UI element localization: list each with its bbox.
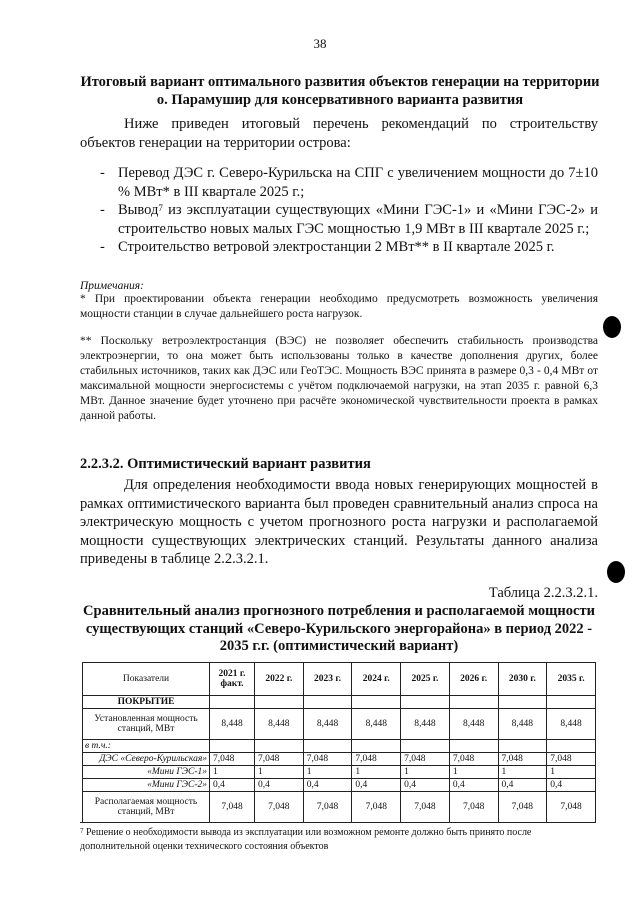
table-cell: 7,048 [303,753,352,766]
table-cell [401,740,450,753]
table-cell: 0,4 [547,779,596,792]
table-cell [449,740,498,753]
list-item [100,164,598,201]
subsection-title: 2.2.3.2. Оптимистический вариант развития [80,456,371,472]
note-1: * При проектировании объекта генерации необходимо предусмотреть возможность увеличения мощности станции в случае дальнейшего роста нагрузок. [80,293,598,320]
table-cell: 8,448 [498,709,547,740]
recommendation-3: Строительство ветровой электростанции 2 МВт** в II квартале 2025 г. [118,239,555,255]
table-cell: 1 [303,766,352,779]
table-cell [401,696,450,709]
table-cell [498,740,547,753]
table-cell: 8,448 [255,709,304,740]
table-cell [303,696,352,709]
table-cell: 7,048 [449,792,498,823]
table-row [83,792,596,823]
row-label: ДЭС «Северо-Курильская» [83,753,210,766]
table-cell: 7,048 [210,753,255,766]
table-cell [255,696,304,709]
table-cell: 8,448 [449,709,498,740]
list-dash: - [100,202,105,218]
table-cell [210,740,255,753]
recommendation-list [100,164,598,257]
column-header: 2022 г. [255,663,304,696]
table-row [83,779,596,792]
table-cell: 0,4 [303,779,352,792]
table-cell: 7,048 [547,792,596,823]
note-2: ** Поскольку ветроэлектростанция (ВЭС) не позволяет обеспечить стабильность производства электроэнергии, то она может быть использованы только в качестве дополнения других, более стабильных источников, таких как ДЭС или ГеоТЭС. Мощность ВЭС принята в размере 0,3 - 0,4 МВт от максимальной мощности энергосистемы с учётом подключаемой нагрузки, на этап 2035 г. равной 6,3 МВт. Данное значение будет уточнено при расчёте экономической чувствительности проекта в рамках данной работы. [80,335,598,422]
row-label: «Мини ГЭС-2» [83,779,210,792]
intro-text: Ниже приведен итоговый перечень рекомендаций по строительству объектов генерации на территории острова: [80,116,598,151]
binder-hole-mark [603,316,621,338]
table-cell: 8,448 [547,709,596,740]
table-cell: 8,448 [352,709,401,740]
notes-label: Примечания: [80,280,144,292]
table-cell [547,696,596,709]
column-header: 2023 г. [303,663,352,696]
row-label: Располагаемая мощность станций, МВт [83,792,210,823]
table-row [83,740,596,753]
table-cell: 1 [255,766,304,779]
table-cell: 7,048 [401,792,450,823]
table-cell: 7,048 [498,792,547,823]
row-label: в т.ч.: [83,740,210,753]
column-header: 2021 г. факт. [210,663,255,696]
table-cell: 7,048 [303,792,352,823]
table-cell: 7,048 [352,753,401,766]
table-cell [255,740,304,753]
table-cell: 0,4 [255,779,304,792]
list-item [100,201,598,238]
table-cell [210,696,255,709]
table-title: Сравнительный анализ прогнозного потребления и располагаемой мощности существующих станций «Северо-Курильского энергорайона» в период 2022 - 2035 г.г. (оптимистический вариант) [83,603,595,654]
subsection-text: Для определения необходимости ввода новых генерирующих мощностей в рамках оптимистического варианта был проведен сравнительный анализ спроса на электрическую мощность с учетом прогнозного роста нагрузки и располагаемой мощности существующих электрических станций. Результаты данного анализа приведены в таблице 2.2.3.2.1. [80,477,598,567]
footnote-marker: 7 [80,827,84,835]
table-cell: 1 [449,766,498,779]
row-label: ПОКРЫТИЕ [83,696,210,709]
footnote-separator [80,822,240,823]
table-row [83,709,596,740]
table-cell: 0,4 [401,779,450,792]
table-cell [449,696,498,709]
list-dash: - [100,239,105,255]
table-row [83,766,596,779]
recommendation-1: Перевод ДЭС г. Северо-Курильска на СПГ с увеличением мощности до 7±10 % МВт* в III квартале 2025 г.; [118,165,598,200]
table-cell: 0,4 [210,779,255,792]
column-header: 2030 г. [498,663,547,696]
table-number: Таблица 2.2.3.2.1. [488,585,598,601]
recommendation-2-pre: Вывод [118,202,159,218]
intro-paragraph [80,115,598,152]
column-header: 2035 г. [547,663,596,696]
footnote [80,826,600,854]
table-cell: 1 [547,766,596,779]
recommendation-2-post: из эксплуатации существующих «Мини ГЭС-1» и «Мини ГЭС-2» и строительство новых малых ГЭС мощностью 1,9 МВт в III квартале 2025 г.; [118,202,598,237]
column-header: 2024 г. [352,663,401,696]
table-cell: 7,048 [255,753,304,766]
table-cell: 7,048 [401,753,450,766]
table-row [83,753,596,766]
table-cell: 1 [498,766,547,779]
table-cell [498,696,547,709]
table-cell: 7,048 [352,792,401,823]
column-header: 2025 г. [401,663,450,696]
table-header-row [83,663,596,696]
table-cell [352,696,401,709]
table-cell: 0,4 [352,779,401,792]
section-heading: Итоговый вариант оптимального развития объектов генерации на территории о. Парамушир для консервативного варианта развития [80,74,600,108]
list-dash: - [100,165,105,181]
table-cell: 7,048 [547,753,596,766]
row-label: «Мини ГЭС-1» [83,766,210,779]
column-header: 2026 г. [449,663,498,696]
column-header: Показатели [83,663,210,696]
table-cell: 1 [401,766,450,779]
table-cell [547,740,596,753]
table-cell: 8,448 [401,709,450,740]
list-item [100,238,598,257]
footnote-text: Решение о необходимости вывода из эксплуатации или возможном ремонте должно быть принято после дополнительной оценки технического состояния объектов [80,827,532,852]
table-cell [352,740,401,753]
table-cell: 1 [210,766,255,779]
footnote-ref: 7 [158,203,163,213]
table-cell: 1 [352,766,401,779]
row-label: Установленная мощность станций, МВт [83,709,210,740]
table-cell: 8,448 [303,709,352,740]
table-cell: 0,4 [449,779,498,792]
comparison-table [82,662,596,823]
table-cell: 7,048 [449,753,498,766]
table-cell [303,740,352,753]
table-cell: 7,048 [210,792,255,823]
table-cell: 7,048 [498,753,547,766]
table-cell: 0,4 [498,779,547,792]
table-cell: 8,448 [210,709,255,740]
binder-hole-mark [607,561,625,583]
page-number: 38 [313,36,327,51]
table-cell: 7,048 [255,792,304,823]
table-row [83,696,596,709]
subsection-paragraph [80,476,598,569]
